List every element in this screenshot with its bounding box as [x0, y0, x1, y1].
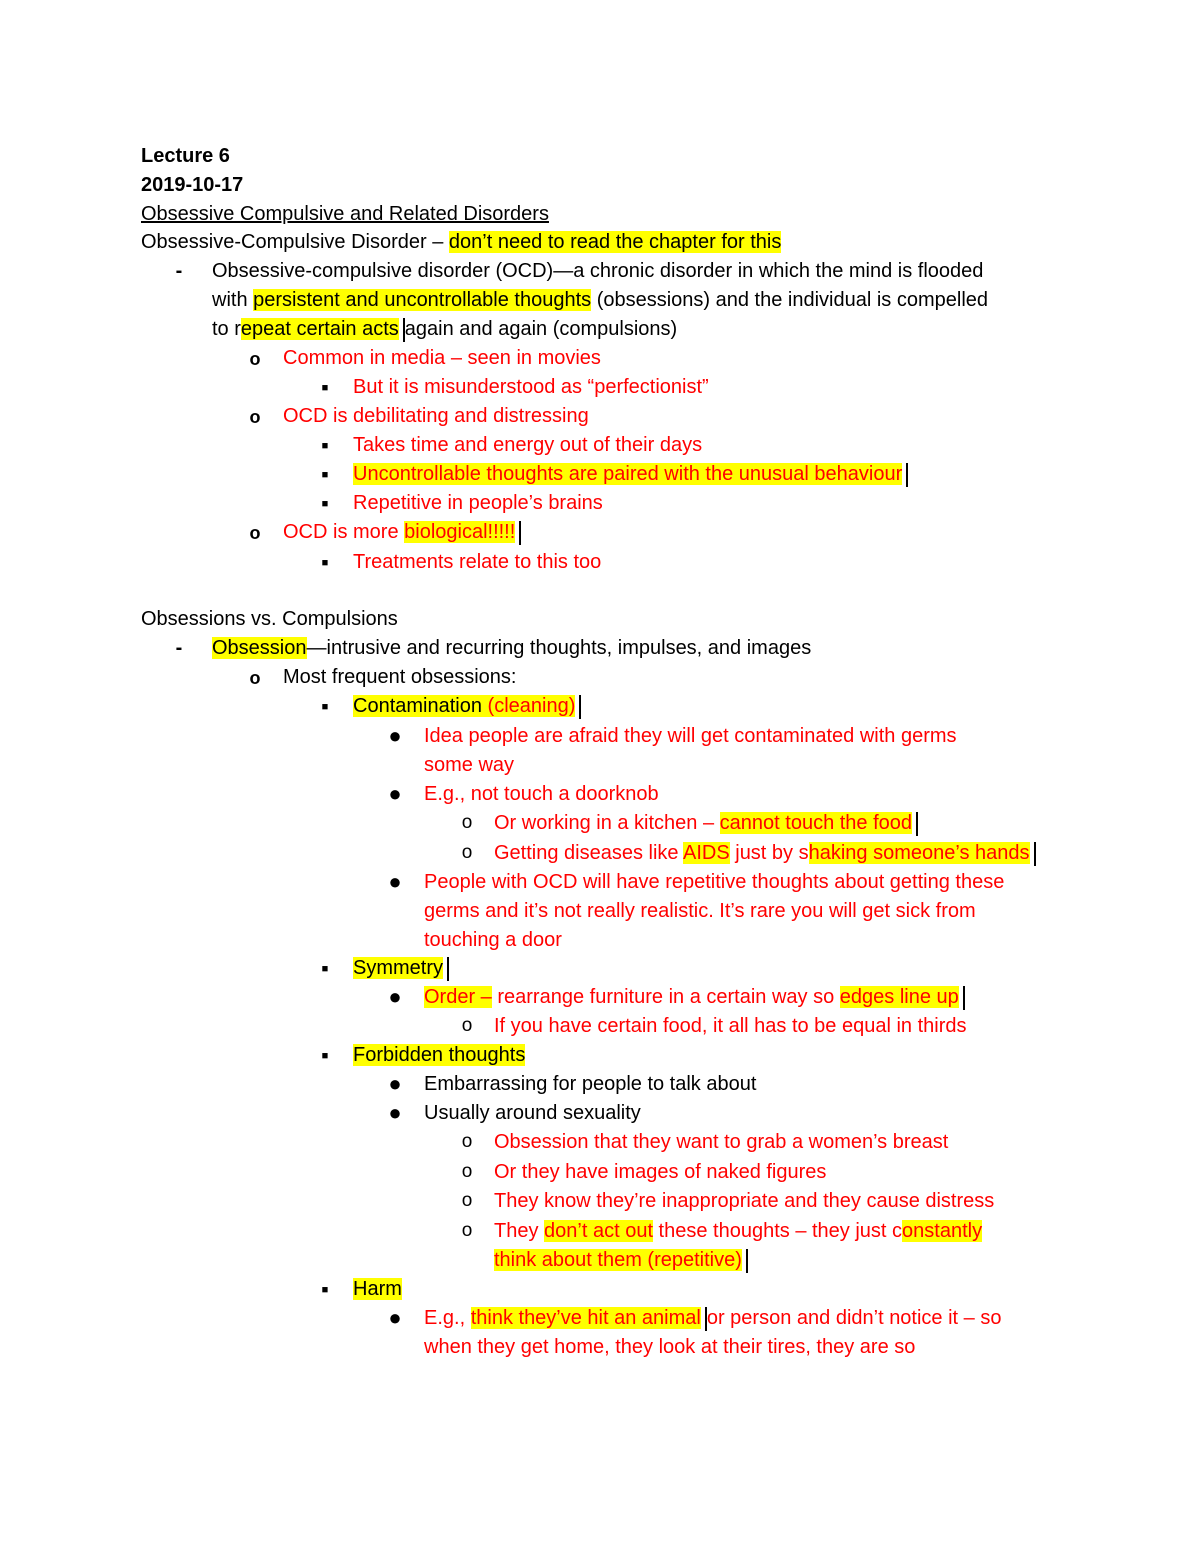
dot-bullet: ● [388, 1305, 402, 1330]
hollow-bullet: o [461, 1131, 473, 1152]
germs-line-3: touching a door [424, 929, 562, 951]
square-bullet: ■ [321, 440, 329, 452]
kitchen-example: Or working in a kitchen – cannot touch the food [494, 809, 918, 837]
square-bullet: ■ [321, 963, 329, 975]
most-frequent: Most frequent obsessions: [283, 666, 517, 688]
hollow-bullet: o [461, 1161, 473, 1182]
circle-bullet: o [249, 668, 261, 688]
dash-bullet: - [175, 260, 183, 282]
note-debilitating: OCD is debilitating and distressing [283, 405, 589, 427]
note-biological: OCD is more biological!!!!! [283, 518, 521, 546]
square-bullet: ■ [321, 1284, 329, 1296]
definition-line-1: Obsessive-compulsive disorder (OCD)—a chronic disorder in which the mind is flooded [212, 260, 984, 282]
note-treatments: Treatments relate to this too [353, 551, 602, 573]
hollow-bullet: o [461, 1190, 473, 1211]
order-example: Order – rearrange furniture in a certain way so edges line up [424, 983, 965, 1011]
dot-bullet: ● [388, 1071, 402, 1096]
dash-bullet: - [175, 637, 183, 659]
lecture-date: 2019-10-17 [141, 174, 244, 196]
forbidden-example-4-cont: think about them (repetitive) [494, 1246, 748, 1274]
diseases-example: Getting diseases like AIDS just by shaking someone’s hands [494, 839, 1036, 867]
hollow-bullet: o [461, 1015, 473, 1036]
dot-bullet: ● [388, 869, 402, 894]
dot-bullet: ● [388, 723, 402, 748]
forbidden-item: Forbidden thoughts [353, 1044, 526, 1066]
embarrassing-note: Embarrassing for people to talk about [424, 1073, 757, 1095]
note-time-energy: Takes time and energy out of their days [353, 434, 703, 456]
germs-line-1: People with OCD will have repetitive thoughts about getting these [424, 871, 1005, 893]
harm-example-1: E.g., think they’ve hit an animal or person and didn’t notice it – so [424, 1307, 1002, 1329]
circle-bullet: o [249, 407, 261, 427]
dot-bullet: ● [388, 1100, 402, 1125]
square-bullet: ■ [321, 469, 329, 481]
square-bullet: ■ [321, 1050, 329, 1062]
forbidden-example-1: Obsession that they want to grab a women’s breast [494, 1131, 949, 1153]
obsession-definition: Obsession—intrusive and recurring thoughts, impulses, and images [212, 637, 812, 659]
sexuality-note: Usually around sexuality [424, 1102, 641, 1124]
dot-bullet: ● [388, 984, 402, 1009]
thirds-example: If you have certain food, it all has to be equal in thirds [494, 1015, 967, 1037]
doorknob-example: E.g., not touch a doorknob [424, 783, 659, 805]
dot-bullet: ● [388, 781, 402, 806]
lecture-title: Lecture 6 [141, 145, 230, 167]
harm-item: Harm [353, 1278, 402, 1300]
circle-bullet: o [249, 523, 261, 543]
square-bullet: ■ [321, 382, 329, 394]
square-bullet: ■ [321, 498, 329, 510]
forbidden-example-4: They don’t act out these thoughts – they just constantly [494, 1220, 983, 1242]
circle-bullet: o [249, 349, 261, 369]
contamination-item: Contamination (cleaning) [353, 692, 581, 720]
definition-line-3: to repeat certain acts again and again (compulsions) [212, 318, 678, 340]
definition-line-2: with persistent and uncontrollable thoughts (obsessions) and the individual is compelled [212, 289, 989, 311]
harm-example-2: when they get home, they look at their tires, they are so [424, 1336, 916, 1358]
hollow-bullet: o [461, 812, 473, 833]
hollow-bullet: o [461, 1220, 473, 1241]
contamination-idea-2: some way [424, 754, 515, 776]
note-perfectionist: But it is misunderstood as “perfectionist” [353, 376, 709, 398]
square-bullet: ■ [321, 701, 329, 713]
note-paired: Uncontrollable thoughts are paired with the unusual behaviour [353, 460, 908, 488]
hollow-bullet: o [461, 842, 473, 863]
germs-line-2: germs and it’s not really realistic. It’s rare you will get sick from [424, 900, 976, 922]
highlight-note: don’t need to read the chapter for this [448, 231, 782, 253]
symmetry-item: Symmetry [353, 954, 449, 982]
square-bullet: ■ [321, 557, 329, 569]
contamination-idea-1: Idea people are afraid they will get contaminated with germs [424, 725, 957, 747]
forbidden-example-3: They know they’re inappropriate and they cause distress [494, 1190, 995, 1212]
note-media: Common in media – seen in movies [283, 347, 601, 369]
note-repetitive: Repetitive in people’s brains [353, 492, 603, 514]
forbidden-example-2: Or they have images of naked figures [494, 1161, 827, 1183]
obsessions-heading: Obsessions vs. Compulsions [141, 608, 398, 630]
section-heading: Obsessive Compulsive and Related Disorders [141, 203, 549, 225]
subsection-heading: Obsessive-Compulsive Disorder – don’t need to read the chapter for this [141, 231, 782, 253]
